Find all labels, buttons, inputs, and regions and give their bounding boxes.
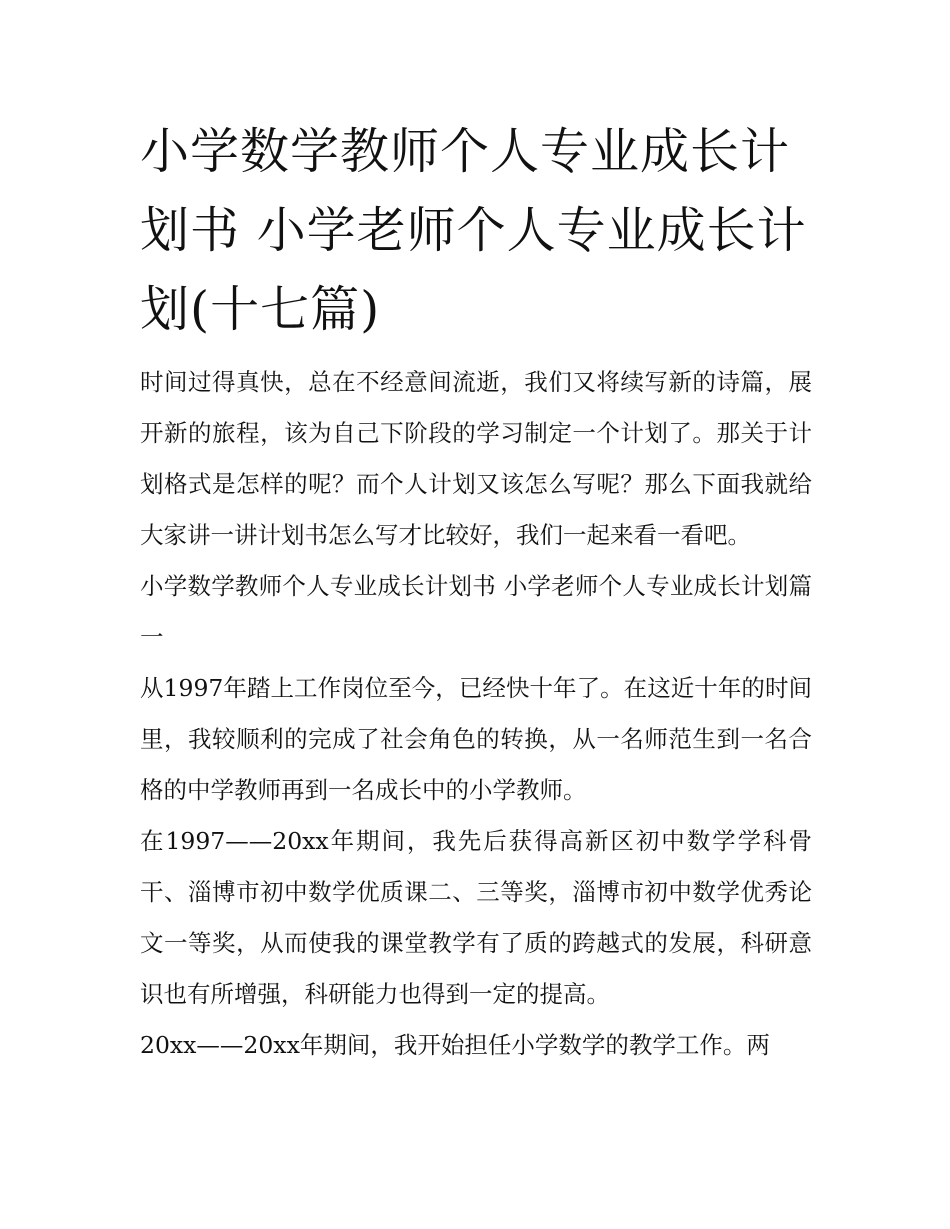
document-title: 小学数学教师个人专业成长计划书 小学老师个人专业成长计划(十七篇) — [140, 123, 807, 338]
intro-paragraph: 时间过得真快，总在不经意间流逝，我们又将续写新的诗篇，展开新的旅程，该为自己下阶段的学习制定一个计划了。那关于计划格式是怎样的呢？而个人计划又该怎么写呢？那么下面我就给大家讲一讲计划书怎么写才比较好，我们一起来看一看吧。 — [140, 368, 812, 549]
section-heading: 小学数学教师个人专业成长计划书 小学老师个人专业成长计划篇一 — [140, 572, 812, 651]
body-paragraph: 20xx——20xx年期间，我开始担任小学数学的教学工作。两 — [140, 1031, 770, 1059]
body-paragraph: 在1997——20xx年期间，我先后获得高新区初中数学学科骨干、淄博市初中数学优质课二、三等奖，淄博市初中数学优秀论文一等奖，从而使我的课堂教学有了质的跨越式的发展，科研意识也有所增强，科研能力也得到一定的提高。 — [140, 827, 812, 1008]
document-page — [140, 112, 812, 1071]
document-body — [140, 357, 812, 1071]
body-paragraph: 从1997年踏上工作岗位至今，已经快十年了。在这近十年的时间里，我较顺利的完成了社会角色的转换，从一名师范生到一名合格的中学教师再到一名成长中的小学教师。 — [140, 674, 812, 804]
